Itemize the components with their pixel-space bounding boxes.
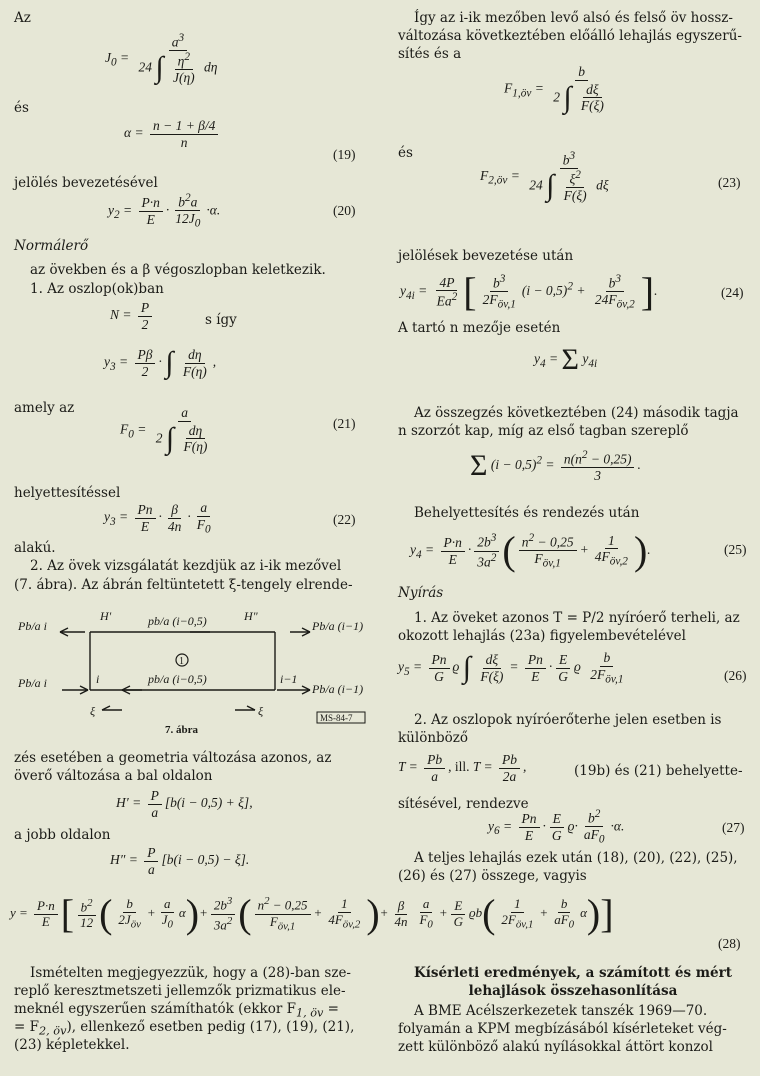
svg-text:pb/a (i−0,5): pb/a (i−0,5) — [148, 672, 207, 686]
equation-t: T = $\frac{Pb}{a}$ , ill. T = $\frac{Pb}{2a}$ , — [398, 752, 527, 784]
equation-28: y = $\frac{P\cdot n}{E}$ [ $\frac{b^2}{12}$ ( b $2J_{öv}$ + $\frac{a}{J_0}$ α)+ $\frac{2b^3}{3a^2}$ ( $n^2 - 0,25$ $F_{öv,1}$ + 1 $4F_{öv,2}$ )+ $\frac{\beta}{4n}$ $\frac{a}{F_0}$ + $\frac{E}{G}$ ϱb( 1 $2F_{öv,1}$ + $\frac{b}{aF_0}$ α)] — [10, 891, 614, 936]
eq-number-28: (28) — [718, 936, 741, 951]
equation-y3b: $y_3$ = $\frac{Pn}{E}$ · $\frac{\beta}{4n}$ · $\frac{a}{F_0}$ — [104, 500, 211, 536]
eq-number-26: (26) — [724, 668, 747, 683]
eq-number-21: (21) — [333, 416, 356, 431]
svg-text:i: i — [96, 672, 100, 686]
heading-kiserleti-1: Kísérleti eredmények, a számított és mért — [414, 965, 732, 981]
equation-y2: $y_2$ = $\frac{P\cdot n}{E}$ · $\frac{b^2a}{12J_0}$ ·α. — [108, 192, 221, 230]
figure-caption: 7. ábra — [165, 724, 198, 736]
text-telj2: (26) és (27) összege, vagyis — [398, 868, 587, 884]
eq-number-20: (20) — [333, 203, 356, 218]
equation-f0: $F_0$ = a 2 ∫ $\frac{d\eta}{F(\eta)}$ — [120, 405, 208, 455]
svg-text:ξ: ξ — [90, 704, 96, 718]
text-b5: (23) képletekkel. — [14, 1037, 130, 1053]
text-zes1: zés esetében a geometria változása azonos, az — [14, 750, 332, 766]
figure-stamp: MS-84-7 — [320, 713, 353, 723]
equation-h1: H′ = $\frac{P}{a}$ [b(i − 0,5) + ξ], — [116, 788, 253, 820]
text-osszeg1: Az összegzés következtében (24) második tagja — [414, 405, 739, 421]
text-p2a: 2. Az övek vizsgálatát kezdjük az i-ik mezővel — [30, 558, 342, 574]
text-osszeg2: n szorzót kap, míg az első tagban szereplő — [398, 423, 689, 439]
text-b1: Ismételten megjegyezzük, hogy a (28)-ban sze- — [30, 965, 351, 981]
text-amely: amely az — [14, 400, 75, 416]
text-b2: replő keresztmetszeti jellemzők prizmatikus ele- — [14, 983, 346, 999]
text-jobb: a jobb oldalon — [14, 827, 111, 843]
equation-y6: $y_6$ = $\frac{Pn}{E}$ · $\frac{E}{G}$ ϱ· $\frac{b^2}{aF_0}$ ·α. — [488, 808, 625, 846]
text-p2b: (7. ábra). Az ábrán feltüntetett ξ-tengely elrende- — [14, 577, 353, 593]
eq-number-22: (22) — [333, 512, 356, 527]
svg-text:pb/a (i−0,5): pb/a (i−0,5) — [148, 614, 207, 628]
equation-h2: H″ = $\frac{P}{a}$ [b(i − 0,5) − ξ]. — [110, 845, 250, 877]
text-br1: A BME Acélszerkezetek tanszék 1969—70. — [414, 1003, 708, 1019]
equation-alpha: α = $\frac{n - 1 + \beta/4}{n}$ — [124, 118, 221, 150]
text-b3: meknél egyszerűen számíthatók (ekkor $F_{1, öv}$ = — [14, 1001, 339, 1020]
equation-j0: $J_0$ = $a^3$ 24 ∫ $\frac{\eta^2}{J(\eta)}$ dη — [105, 32, 218, 86]
equation-f1ov: $F_{1,öv}$ = b 2 ∫ $\frac{d\xi}{F(\xi)}$ — [504, 64, 604, 114]
text-ny2c: (19b) és (21) behelyette- — [574, 763, 743, 779]
text-behely: Behelyettesítés és rendezés után — [414, 505, 640, 521]
equation-y4-final: $y_4$ = $\frac{P\cdot n}{E}$ · $\frac{2b^3}{3a^2}$ ( $n^2 - 0,25$ $F_{öv,1}$ + 1 $4F_{öv,2}$ ). — [410, 528, 651, 573]
equation-sum: Σ $(i - 0,5)^2$ = $\frac{n(n^2 - 0,25)}{3}$ . — [470, 448, 641, 483]
text-ny1a: 1. Az öveket azonos T = P/2 nyíróerő terheli, az — [414, 610, 740, 626]
section-nyiras: Nyírás — [398, 585, 444, 601]
svg-text:H': H' — [100, 609, 112, 623]
eq-number-23: (23) — [718, 175, 741, 190]
text-r1: Így az i-ik mezőben levő alsó és felső öv hossz- — [414, 10, 733, 26]
text-ny2b: különböző — [398, 730, 469, 746]
text-ny1b: okozott lehajlás (23a) figyelembevételével — [398, 628, 686, 644]
svg-text:Pb/a (i−1): Pb/a (i−1) — [312, 682, 364, 696]
text-zes2: överő változása a bal oldalon — [14, 768, 213, 784]
text-ny2d: sítésével, rendezve — [398, 796, 529, 812]
svg-text:H": H" — [244, 609, 258, 623]
equation-y4: $y_4 = \Sigma$ $y_{4i}$ — [534, 343, 598, 376]
eq-number-24: (24) — [721, 285, 744, 300]
text-jelolesek: jelölések bevezetése után — [398, 248, 574, 264]
text-telj1: A teljes lehajlás ezek után (18), (20), (22), (25), — [414, 850, 738, 866]
equation-f2ov: $F_{2,öv}$ = $b^3$ 24 ∫ $\frac{\xi^2}{F(\xi)}$ dξ — [480, 150, 609, 204]
svg-text:Pb/a (i−1): Pb/a (i−1) — [312, 619, 364, 633]
eq-number-19: (19) — [333, 147, 356, 162]
text-ny2a: 2. Az oszlopok nyíróerőterhe jelen esetben is — [414, 712, 722, 728]
figure-7 — [10, 605, 370, 740]
eq-number-25: (25) — [724, 542, 747, 557]
text-az: Az — [14, 10, 31, 26]
text-br2: folyamán a KPM megbízásából kísérleteket vég- — [398, 1021, 727, 1037]
text-br3: zett különböző alakú nyílásokkal áttört konzol — [398, 1039, 713, 1055]
text-helyettesitessel: helyettesítéssel — [14, 485, 121, 501]
text-r2: változása következtében előálló lehajlás egyszerű- — [398, 28, 742, 44]
equation-y5: $y_5$ = $\frac{Pn}{G}$ ϱ ∫ $\frac{d\xi}{F(\xi)}$ = $\frac{Pn}{E}$ · $\frac{E}{G}$ ϱ b $2F_{öv,1}$ — [398, 650, 624, 686]
text-es: és — [14, 100, 29, 116]
text-alaku: alakú. — [14, 540, 56, 556]
svg-text:ξ: ξ — [258, 704, 264, 718]
text-jeloles: jelölés bevezetésével — [14, 175, 158, 191]
text-oszlop: 1. Az oszlop(ok)ban — [30, 281, 164, 297]
equation-y3: $y_3$ = $\frac{P\beta}{2}$ · ∫ $\frac{d\eta}{F(\eta)}$ , — [104, 346, 217, 379]
text-ovekben: az övekben és a β végoszlopban keletkezik. — [30, 262, 326, 278]
text-tarto: A tartó n mezője esetén — [398, 320, 561, 336]
svg-text:1: 1 — [179, 656, 184, 667]
equation-n: N = $\frac{P}{2}$ — [110, 300, 155, 332]
heading-kiserleti-2: lehajlások összehasonlítása — [468, 983, 678, 999]
eq-number-27: (27) — [722, 820, 745, 835]
text-b4: = $F_{2, öv}$), ellenkező esetben pedig (17), (19), (21), — [14, 1019, 355, 1038]
text-r3: sítés és a — [398, 46, 462, 62]
text-r-es: és — [398, 145, 413, 161]
text-s-igy: s így — [205, 312, 237, 328]
svg-text:Pb/a i: Pb/a i — [18, 619, 47, 633]
equation-y4i: $y_{4i}$ = $\frac{4P}{Ea^2}$ [ $b^3$ $2F_{öv,1}$ $(i - 0,5)^2$ + $b^3$ $24F_{öv,2}$ ]. — [400, 269, 658, 314]
section-normalero: Normálerő — [14, 238, 89, 254]
svg-text:Pb/a i: Pb/a i — [18, 676, 47, 690]
svg-text:i−1: i−1 — [280, 672, 298, 686]
